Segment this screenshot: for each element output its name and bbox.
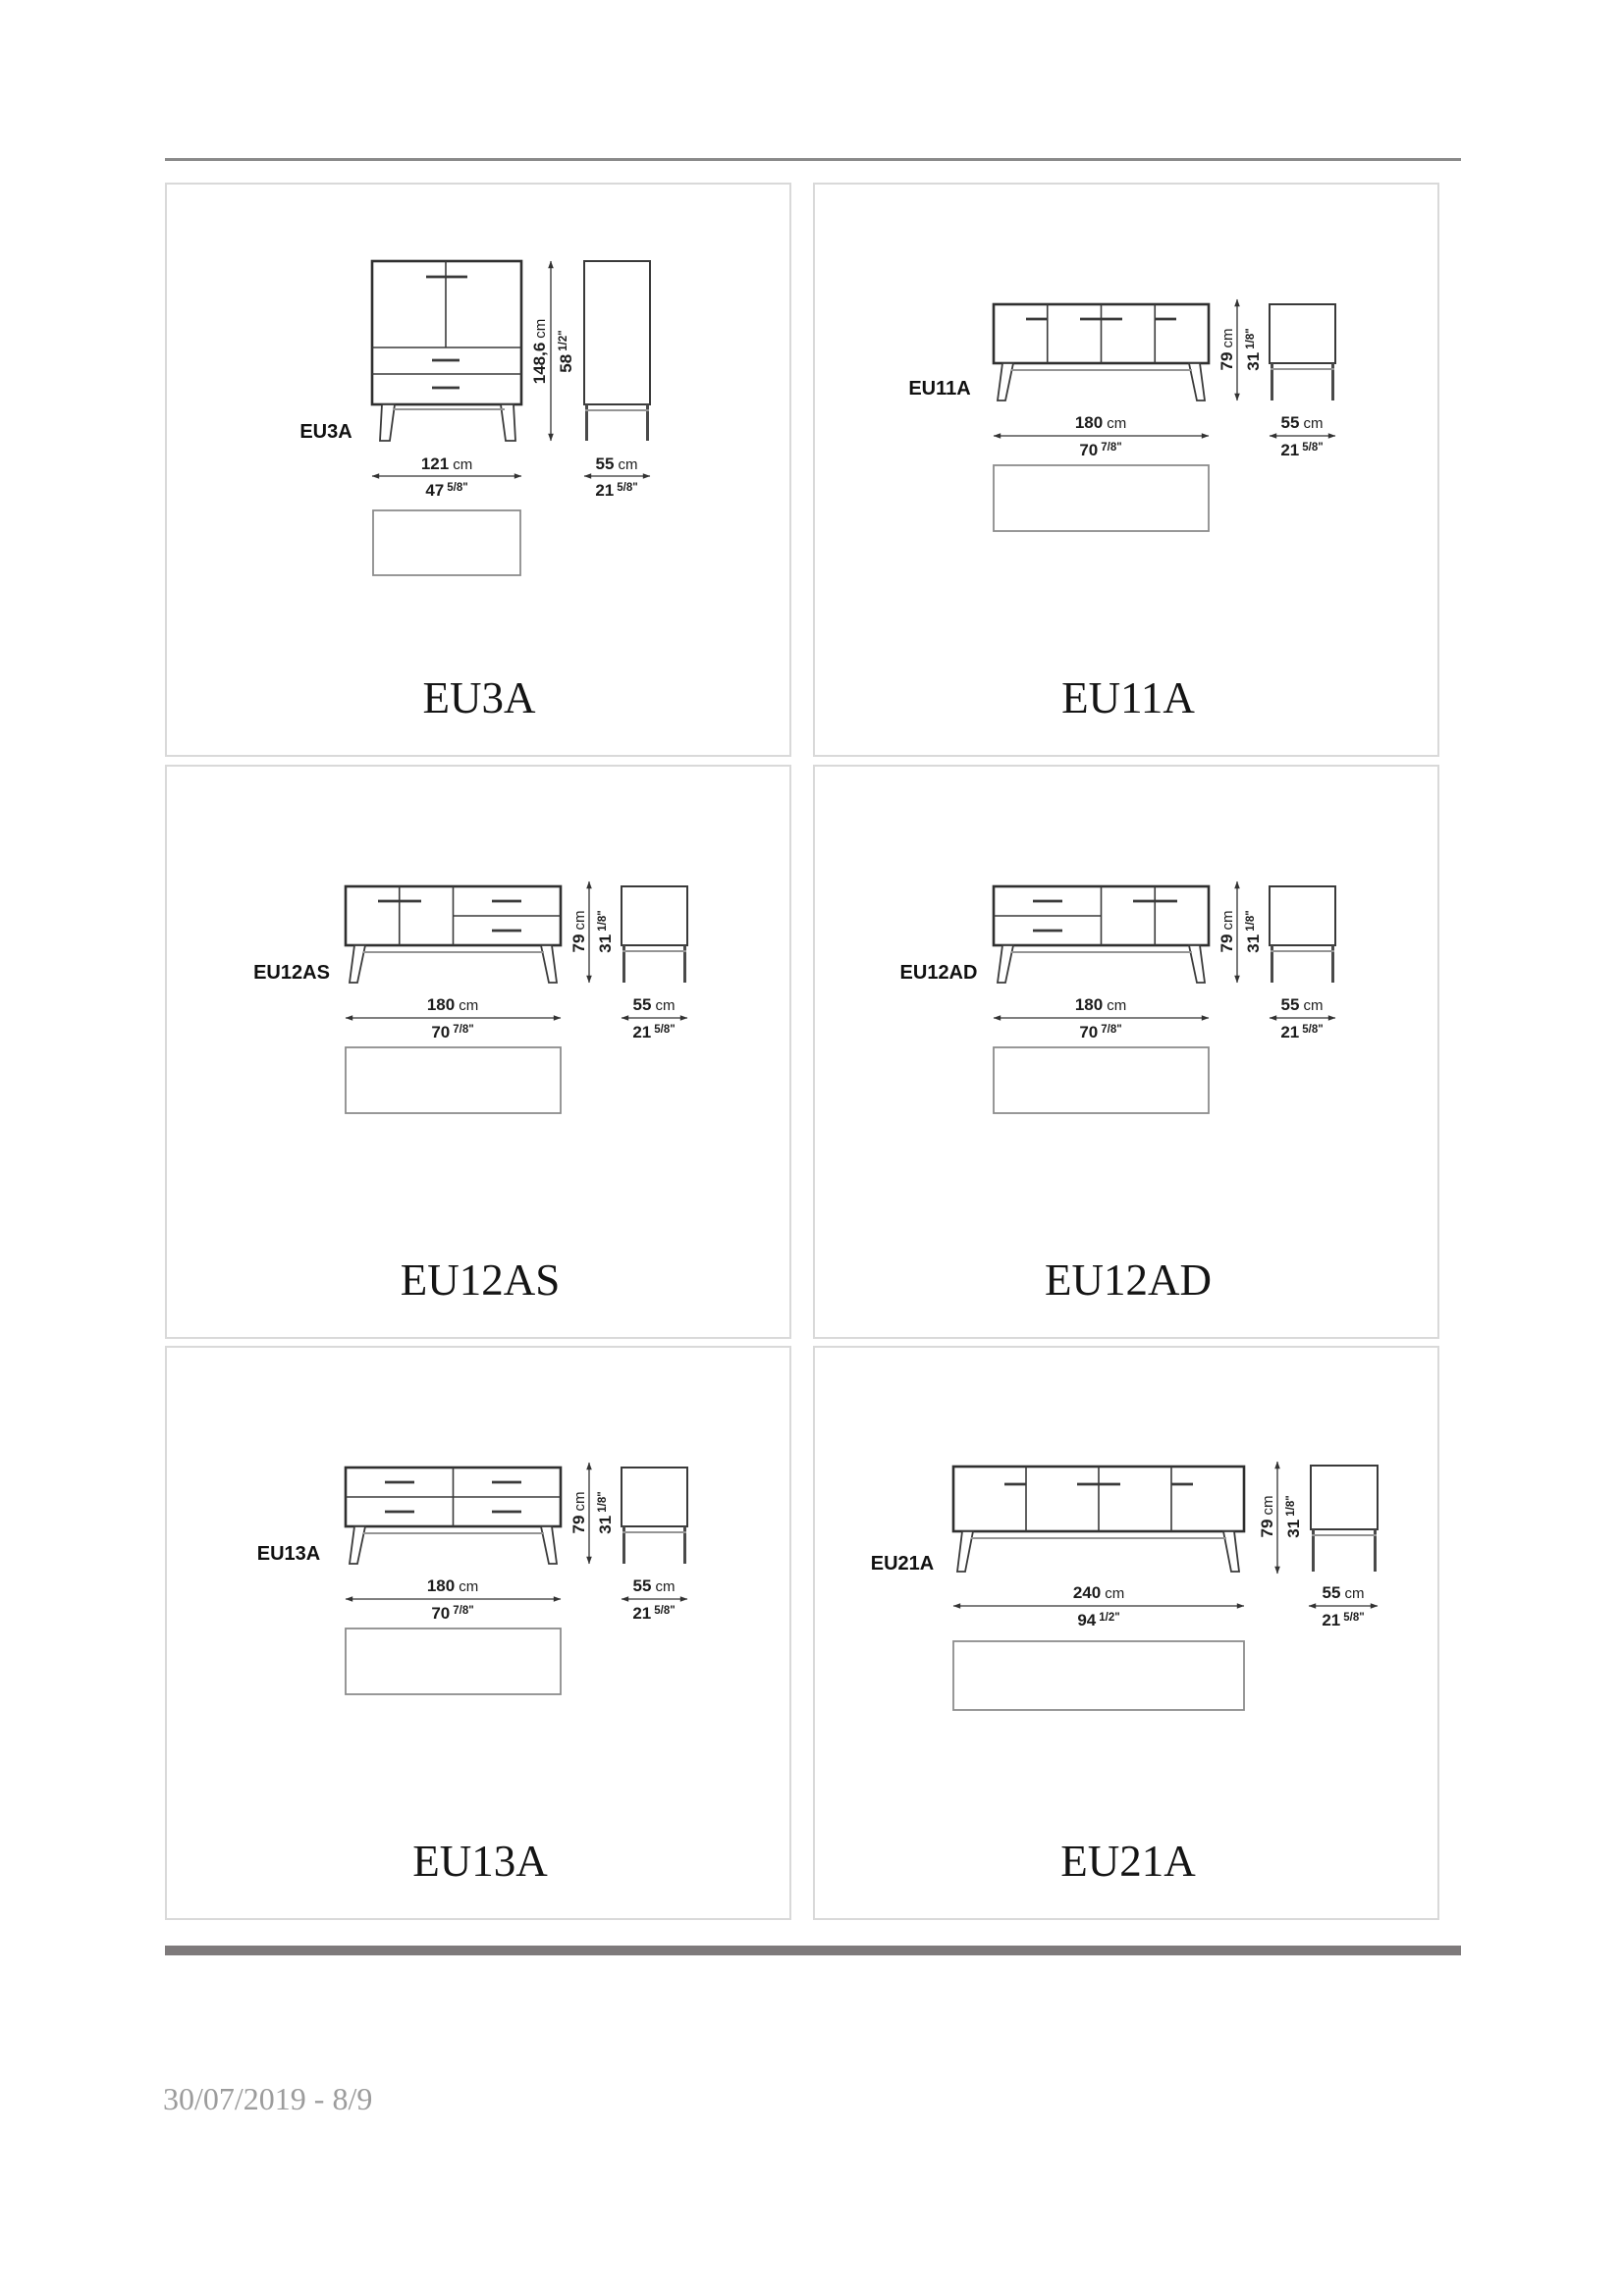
width-cm-label: 180 cm — [426, 995, 479, 1014]
leg-left — [350, 945, 365, 983]
side-view — [1270, 886, 1335, 983]
front-view — [953, 1467, 1244, 1572]
panel-eu11a — [813, 183, 1439, 757]
depth-dimension — [584, 454, 650, 500]
leg-right — [541, 1526, 557, 1564]
front-view — [994, 304, 1209, 400]
depth-in-label: 21 $^{5/8"}$ — [1280, 1023, 1324, 1041]
width-in-label: 94 $^{1/2"}$ — [1077, 1611, 1120, 1629]
model-code-label: EU12AD — [899, 962, 978, 984]
depth-in-label: 21 $^{5/8"}$ — [632, 1023, 676, 1041]
front-view — [346, 1468, 561, 1564]
height-dimension — [1217, 299, 1263, 400]
depth-dimension — [622, 1576, 687, 1623]
depth-dimension — [1270, 995, 1335, 1041]
side-outline — [1270, 304, 1335, 363]
height-cm-label: 79cm — [1217, 328, 1236, 371]
leg-right — [541, 945, 557, 983]
side-view — [622, 1468, 687, 1564]
panel-caption: EU12AS — [400, 1255, 561, 1305]
model-code-label: EU13A — [256, 1543, 321, 1565]
drawing-eu12as — [167, 767, 789, 1337]
leg-left — [998, 363, 1013, 400]
panel-caption: EU12AD — [1045, 1255, 1212, 1305]
panel-caption: EU13A — [412, 1837, 548, 1886]
front-view — [994, 886, 1209, 983]
height-in-label: $31^{1/8"}$ — [596, 1491, 615, 1534]
drawing-eu13a — [167, 1348, 789, 1918]
drawing-eu21a — [815, 1348, 1437, 1918]
top-outline — [346, 1629, 561, 1694]
model-code-label: EU11A — [908, 378, 971, 400]
side-view — [622, 886, 687, 983]
height-cm-label: 79cm — [569, 910, 588, 953]
width-dimension — [994, 413, 1209, 459]
depth-dimension — [1270, 413, 1335, 459]
height-in-label: $58^{1/2"}$ — [557, 330, 575, 373]
depth-in-label: 21 $^{5/8"}$ — [1280, 441, 1324, 459]
drawing-eu11a — [815, 185, 1437, 755]
top-view — [953, 1641, 1244, 1710]
top-view — [346, 1629, 561, 1694]
leg-right — [1189, 363, 1205, 400]
depth-cm-label: 55 cm — [1280, 995, 1324, 1014]
depth-cm-label: 55 cm — [632, 995, 676, 1014]
panel-caption: EU21A — [1060, 1837, 1196, 1886]
panel-eu3a — [165, 183, 791, 757]
width-dimension — [346, 1576, 561, 1623]
side-outline — [1311, 1466, 1378, 1529]
top-view — [994, 1047, 1209, 1113]
top-outline — [994, 465, 1209, 531]
width-in-label: 70 $^{7/8"}$ — [1079, 441, 1122, 459]
panel-eu12as — [165, 765, 791, 1339]
side-view — [1311, 1466, 1378, 1572]
top-rule — [165, 158, 1461, 161]
leg-left — [998, 945, 1013, 983]
side-outline — [1270, 886, 1335, 945]
depth-cm-label: 55 cm — [632, 1576, 676, 1595]
panel-eu13a — [165, 1346, 791, 1920]
side-outline — [584, 261, 650, 404]
width-cm-label: 240 cm — [1072, 1583, 1125, 1602]
height-dimension — [569, 1463, 615, 1564]
model-code-label: EU21A — [870, 1553, 935, 1575]
height-cm-label: 148,6cm — [530, 318, 549, 385]
height-dimension — [530, 261, 575, 441]
drawing-eu3a — [167, 185, 789, 755]
width-in-label: 70 $^{7/8"}$ — [1079, 1023, 1122, 1041]
depth-dimension — [1309, 1583, 1378, 1629]
width-dimension — [953, 1583, 1244, 1629]
top-outline — [373, 510, 520, 575]
width-cm-label: 180 cm — [1074, 413, 1127, 432]
top-view — [373, 510, 520, 575]
leg-right — [1189, 945, 1205, 983]
depth-cm-label: 55 cm — [1322, 1583, 1365, 1602]
width-in-label: 70 $^{7/8"}$ — [431, 1604, 474, 1623]
height-cm-label: 79cm — [569, 1491, 588, 1534]
front-outline — [372, 261, 521, 404]
model-code-label: EU12AS — [253, 962, 330, 984]
width-cm-label: 180 cm — [1074, 995, 1127, 1014]
height-in-label: $31^{1/8"}$ — [1244, 328, 1263, 371]
top-outline — [953, 1641, 1244, 1710]
drawing-eu12ad — [815, 767, 1437, 1337]
front-view — [372, 261, 521, 441]
side-outline — [622, 886, 687, 945]
height-cm-label: 79cm — [1258, 1495, 1276, 1538]
width-cm-label: 121 cm — [420, 454, 473, 473]
width-in-label: 47 $^{5/8"}$ — [425, 481, 468, 500]
top-view — [346, 1047, 561, 1113]
leg-left — [350, 1526, 365, 1564]
top-view — [994, 465, 1209, 531]
height-in-label: $31^{1/8"}$ — [596, 910, 615, 953]
height-in-label: $31^{1/8"}$ — [1284, 1495, 1303, 1538]
width-dimension — [346, 995, 561, 1041]
side-outline — [622, 1468, 687, 1526]
width-dimension — [994, 995, 1209, 1041]
footer-date-page: 30/07/2019 - 8/9 — [163, 2081, 373, 2116]
depth-dimension — [622, 995, 687, 1041]
width-in-label: 70 $^{7/8"}$ — [431, 1023, 474, 1041]
height-cm-label: 79cm — [1217, 910, 1236, 953]
width-cm-label: 180 cm — [426, 1576, 479, 1595]
top-outline — [994, 1047, 1209, 1113]
panel-eu12ad — [813, 765, 1439, 1339]
front-view — [346, 886, 561, 983]
depth-in-label: 21 $^{5/8"}$ — [632, 1604, 676, 1623]
depth-cm-label: 55 cm — [595, 454, 638, 473]
side-view — [1270, 304, 1335, 400]
panel-caption: EU3A — [422, 673, 536, 722]
leg-left — [380, 404, 395, 441]
model-code-label: EU3A — [299, 421, 352, 443]
panel-eu21a — [813, 1346, 1439, 1920]
panel-caption: EU11A — [1061, 673, 1195, 722]
depth-in-label: 21 $^{5/8"}$ — [1322, 1611, 1365, 1629]
height-dimension — [1217, 881, 1263, 983]
height-dimension — [569, 881, 615, 983]
height-dimension — [1258, 1462, 1303, 1574]
side-view — [584, 261, 650, 441]
top-outline — [346, 1047, 561, 1113]
height-in-label: $31^{1/8"}$ — [1244, 910, 1263, 953]
depth-cm-label: 55 cm — [1280, 413, 1324, 432]
footer-rule-bar — [165, 1946, 1461, 1955]
depth-in-label: 21 $^{5/8"}$ — [595, 481, 638, 500]
leg-left — [957, 1531, 973, 1572]
width-dimension — [372, 454, 521, 500]
